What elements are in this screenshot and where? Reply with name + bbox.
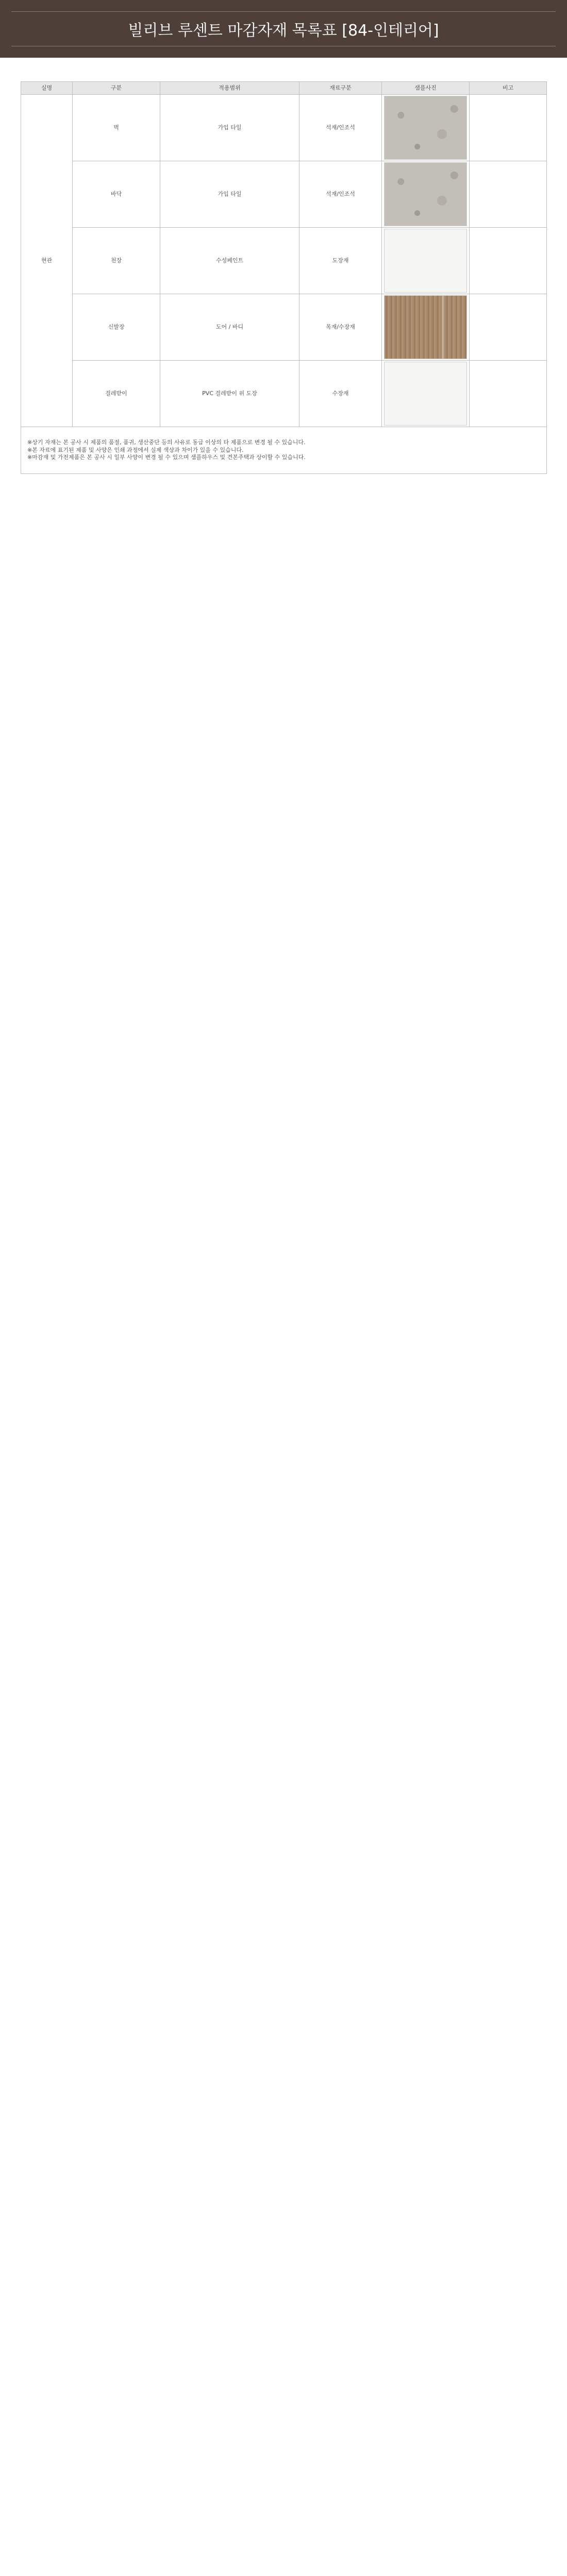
scope-cell: 수성페인트	[160, 228, 299, 294]
scope-cell: 가입 타일	[160, 95, 299, 161]
part-cell: 걸레받이	[73, 361, 160, 427]
header-sample: 샘플사진	[382, 82, 470, 95]
table-row	[21, 228, 547, 294]
sample-cell	[382, 361, 470, 427]
page-title: 빌리브 루센트 마감자재 목록표 [84-인테리어]	[128, 22, 439, 40]
scope-cell: 가입 타일	[160, 161, 299, 228]
note-line: ※본 자료에 표기된 제품 및 사양은 인쇄 과정에서 실제 색상과 차이가 있을 수 있습니다.	[27, 446, 244, 453]
note-cell	[470, 294, 547, 361]
part-cell: 벽	[73, 95, 160, 161]
sample-cell	[382, 95, 470, 161]
table-header-row	[21, 82, 547, 95]
sample-cell	[382, 294, 470, 361]
sample-swatch	[384, 96, 467, 160]
header-note: 비고	[470, 82, 547, 95]
note-line: ※상기 자재는 본 공사 시 제품의 품절, 품귀, 생산중단 등의 사유로 동급 이상의 타 제품으로 변경 될 수 있습니다.	[27, 438, 306, 446]
part-cell: 바닥	[73, 161, 160, 228]
table-row	[21, 95, 547, 161]
note-line: ※마감재 및 가전제품은 본 공사 시 일부 사양이 변경 될 수 있으며 샘플하우스 및 견본주택과 상이할 수 있습니다.	[27, 454, 306, 461]
scope-cell: PVC 걸레받이 위 도장	[160, 361, 299, 427]
finish-material-table	[21, 81, 547, 474]
part-cell: 천장	[73, 228, 160, 294]
type-cell: 수장재	[299, 361, 382, 427]
type-cell: 목재/수장재	[299, 294, 382, 361]
room-cell: 현관	[21, 95, 73, 427]
header-type: 재료구분	[299, 82, 382, 95]
note-cell	[470, 95, 547, 161]
sample-swatch	[384, 162, 467, 226]
sample-swatch	[384, 229, 467, 293]
table-row	[21, 161, 547, 228]
sample-cell	[382, 228, 470, 294]
header-room: 실명	[21, 82, 73, 95]
type-cell: 도장재	[299, 228, 382, 294]
notes-row	[21, 427, 547, 474]
scope-cell: 도어 / 바디	[160, 294, 299, 361]
note-cell	[470, 361, 547, 427]
header-frame	[11, 11, 556, 46]
sample-swatch	[384, 362, 467, 426]
table-row	[21, 361, 547, 427]
sample-swatch	[384, 295, 467, 359]
notes-cell	[21, 427, 547, 474]
header-scope: 적용범위	[160, 82, 299, 95]
type-cell: 석재/인조석	[299, 161, 382, 228]
page-header	[0, 0, 567, 58]
header-part: 구분	[73, 82, 160, 95]
sample-cell	[382, 161, 470, 228]
type-cell: 석재/인조석	[299, 95, 382, 161]
note-cell	[470, 161, 547, 228]
table-row	[21, 294, 547, 361]
note-cell	[470, 228, 547, 294]
part-cell: 신발장	[73, 294, 160, 361]
